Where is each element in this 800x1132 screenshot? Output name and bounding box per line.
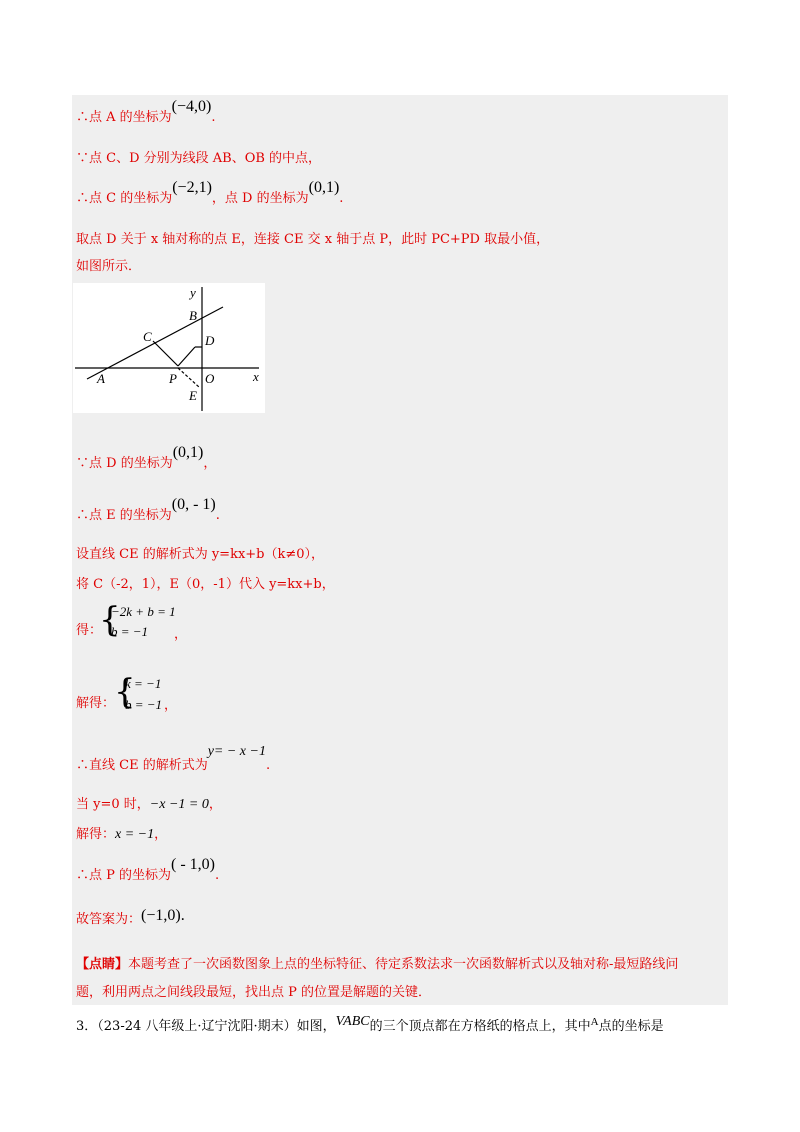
punct: .	[339, 191, 344, 206]
text: 解得：	[76, 696, 116, 711]
punct: .	[215, 508, 220, 523]
text: ∵点 D 的坐标为	[76, 456, 173, 471]
text: 故答案为：	[76, 912, 142, 927]
label-b: B	[189, 308, 197, 323]
label-o: O	[205, 371, 215, 386]
question-number: 3．	[76, 1019, 98, 1034]
punct: ，	[208, 797, 222, 812]
comment-tag: 【点睛】	[76, 957, 129, 972]
text: 得：	[76, 623, 103, 638]
question-3	[76, 1014, 664, 1036]
comment-text: 题，利用两点之间线段最短，找出点 P 的位置是解题的关键．	[76, 985, 432, 1000]
text: ∴点 P 的坐标为	[76, 868, 172, 883]
text: ∴直线 CE 的解析式为	[76, 758, 208, 773]
punct: ，	[174, 627, 188, 642]
punct: ，	[164, 698, 178, 713]
eq-1: −2k + b = 1	[111, 604, 176, 619]
segment-cp	[153, 341, 178, 366]
coordinate-diagram	[73, 283, 265, 413]
text: （23-24 八年级上·辽宁沈阳·期末）如图，	[97, 1019, 336, 1034]
text: ∴点 C 的坐标为	[76, 191, 173, 206]
label-d: D	[205, 333, 215, 348]
punct: .	[265, 758, 271, 773]
comment-text: 本题考查了一次函数图象上点的坐标特征、待定系数法求一次函数解析式以及轴对称-最短路线问	[128, 957, 679, 972]
text: ，点 D 的坐标为	[211, 191, 309, 206]
system-brace: {	[99, 600, 121, 640]
text: 取点 D 关于 x 轴对称的点 E，连接 CE 交 x 轴于点 P，此时 PC+PD 取最小值，	[76, 232, 550, 247]
math-answer: (−1,0).	[141, 907, 185, 924]
line-y-zero	[76, 796, 222, 814]
line-point-c-d	[76, 179, 344, 208]
math-triangle: VABC	[335, 1014, 370, 1029]
math-a: A	[590, 1016, 599, 1028]
text: ∵点 C、D 分别为线段 AB、OB 的中点，	[76, 151, 322, 166]
line-solve-x	[76, 826, 167, 844]
line-set-line	[76, 546, 324, 564]
math-point-d: (0,1)	[172, 444, 204, 461]
math-x: x = −1	[115, 827, 155, 842]
label-y: y	[190, 285, 196, 300]
line-substitute	[76, 576, 335, 594]
label-c: C	[143, 329, 152, 344]
text: 如图所示．	[76, 259, 142, 274]
punct: ，	[154, 827, 168, 842]
comment-line-1	[76, 956, 678, 974]
text: 将 C（-2，1），E（0，-1）代入 y=kx+b，	[76, 577, 335, 592]
text: 当 y=0 时，	[76, 797, 150, 812]
punct: .	[215, 868, 220, 883]
line-answer	[76, 907, 185, 929]
punct: ，	[203, 456, 217, 471]
text: 解得：	[76, 827, 116, 842]
system-brace: {	[114, 672, 136, 712]
line-solve	[76, 695, 115, 713]
eq-2: b = −1	[125, 697, 163, 712]
segment-pd	[178, 347, 195, 366]
line-see-figure	[76, 258, 141, 276]
line-e-coord	[76, 496, 220, 525]
punct: .	[211, 110, 216, 125]
math-point-e: (0, - 1)	[171, 496, 216, 513]
math-ce: y= − x −1	[207, 744, 266, 759]
text: 的三个顶点都在方格纸的格点上，其中	[369, 1019, 591, 1034]
line-d-coord	[76, 444, 217, 473]
eq-1: k = −1	[125, 676, 162, 691]
text: 点的坐标是	[598, 1019, 664, 1034]
segment-pe-dashed	[178, 368, 199, 387]
math-point-p: ( - 1,0)	[171, 856, 215, 873]
text: ∴点 A 的坐标为	[76, 110, 172, 125]
math-point-d: (0,1)	[308, 179, 340, 196]
line-ce-expression	[76, 744, 271, 775]
text: 设直线 CE 的解析式为 y=kx+b（k≠0），	[76, 547, 325, 562]
label-p: P	[169, 371, 177, 386]
eq-2: b = −1	[111, 624, 149, 639]
comment-line-2	[76, 984, 431, 1002]
text: ∴点 E 的坐标为	[76, 508, 172, 523]
label-a: A	[97, 371, 105, 386]
label-e: E	[189, 388, 197, 403]
geometry-figure	[73, 283, 265, 413]
math-point-c: (−2,1)	[172, 179, 212, 196]
line-reflection	[76, 231, 549, 249]
math-point-a: (−4,0)	[171, 98, 212, 115]
line-p-coord	[76, 856, 220, 885]
line-point-a	[76, 98, 216, 127]
line-midpoints	[76, 150, 321, 168]
label-x: x	[253, 369, 259, 384]
math-equation: −x −1 = 0	[149, 797, 209, 812]
